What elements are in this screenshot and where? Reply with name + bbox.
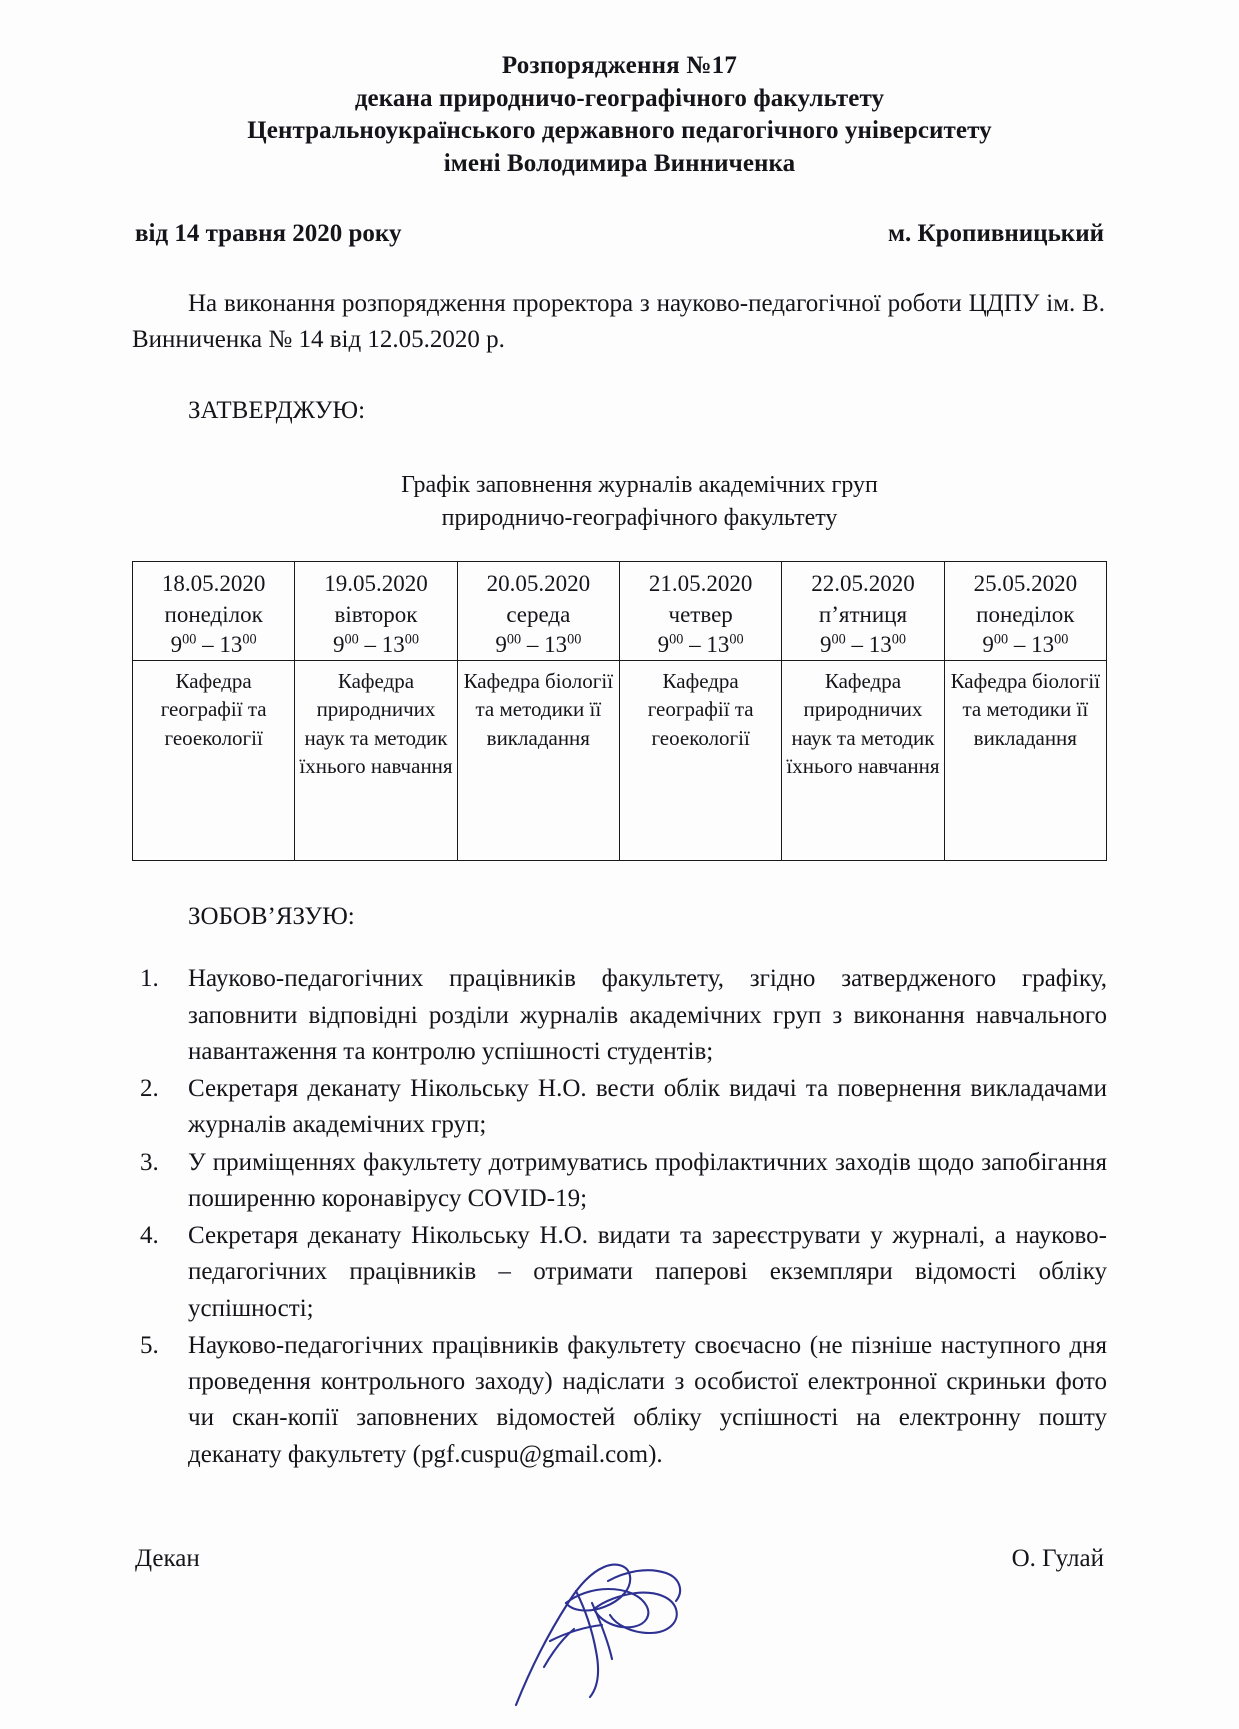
list-item-number: 5. <box>140 1331 159 1359</box>
approve-label: ЗАТВЕРДЖУЮ: <box>188 397 366 424</box>
table-header-cell <box>295 562 457 661</box>
list-item-number: 1. <box>140 965 159 993</box>
cell-date: 19.05.2020 <box>324 571 428 597</box>
document-date: від 14 травня 2020 року <box>135 220 402 247</box>
table-body-cell <box>133 661 295 861</box>
list-item-number: 3. <box>140 1148 159 1176</box>
list-item <box>132 961 1107 1070</box>
duties-list <box>132 961 1107 1473</box>
cell-day: четвер <box>668 601 733 627</box>
cell-day: понеділок <box>976 601 1075 627</box>
table-row-departments <box>133 661 1107 861</box>
cell-department: Кафедра біології та методики її викладання <box>950 669 1101 750</box>
table-header-cell <box>619 562 781 661</box>
cell-time: $9^{00} - 13^{00}$ <box>657 631 744 657</box>
cell-time: $9^{00} - 13^{00}$ <box>982 631 1069 657</box>
document-subtitle-university-name: імені Володимира Винниченка <box>443 149 796 177</box>
cell-date: 18.05.2020 <box>161 571 266 597</box>
table-row-header <box>133 562 1107 661</box>
list-item-text: У приміщеннях факультету дотримуватись профілактичних заходів щодо запобігання поширенню коронавірусу COVID-19; <box>188 1148 1107 1212</box>
table-body-cell <box>295 661 457 861</box>
cell-department: Кафедра природничих наук та методик їхнього навчання <box>299 669 453 778</box>
document-title: Розпорядження №17 <box>501 52 738 79</box>
table-header-cell <box>782 562 944 661</box>
intro-paragraph: На виконання розпорядження проректора з науково-педагогічної роботи ЦДПУ ім. В. Винниченка № 14 від 12.05.2020 р. <box>132 290 1105 353</box>
oblige-label: ЗОБОВ’ЯЗУЮ: <box>188 903 355 931</box>
signature-row <box>132 1545 1107 1573</box>
document-city: м. Кропивницький <box>887 220 1104 247</box>
table-header-cell <box>944 562 1106 661</box>
schedule-title-line-1: Графік заповнення журналів академічних груп <box>401 472 878 498</box>
cell-time: $9^{00} - 13^{00}$ <box>495 631 582 657</box>
list-item-text: Науково-педагогічних працівників факультету своєчасно (не пізніше наступного дня проведення контрольного заходу) надіслати з особистої електронної скриньки фото чи скан-копії заповнених відомостей обліку успішності на електронну пошту деканату факультету (pgf.cuspu@gmail.com). <box>188 1331 1107 1468</box>
cell-date: 20.05.2020 <box>486 571 591 597</box>
cell-date: 22.05.2020 <box>811 571 915 597</box>
cell-day: понеділок <box>164 601 263 627</box>
table-header-cell <box>457 562 619 661</box>
cell-time: $9^{00} - 13^{00}$ <box>332 631 419 657</box>
table-body-cell <box>782 661 944 861</box>
cell-time: $9^{00} - 13^{00}$ <box>170 631 257 657</box>
cell-department: Кафедра географії та геоекології <box>647 669 754 750</box>
signature-name: О. Гулай <box>1011 1544 1104 1572</box>
table-body-cell <box>457 661 619 861</box>
document-subtitle-university: Центральноукраїнського державного педагогічного університету <box>247 117 992 144</box>
list-item <box>132 1328 1107 1473</box>
list-item-text: Секретаря деканату Нікольську Н.О. вести облік видачі та повернення викладачами журналів академічних груп; <box>188 1075 1107 1139</box>
signature-role: Декан <box>135 1544 200 1572</box>
list-item-text: Секретаря деканату Нікольську Н.О. видати та зареєструвати у журналі, а науково-педагогічних працівників – отримати паперові екземпляри відомості обліку успішності; <box>188 1222 1107 1322</box>
list-item-number: 4. <box>140 1222 159 1250</box>
list-item-text: Науково-педагогічних працівників факультету, згідно затвердженого графіку, заповнити відповідні розділи журналів академічних груп з виконання навчального навантаження та контролю успішності студентів; <box>188 965 1107 1065</box>
schedule-table <box>132 561 1107 861</box>
schedule-title-line-2: природничо-географічного факультету <box>441 505 838 532</box>
cell-department: Кафедра природничих наук та методик їхнього навчання <box>786 669 940 778</box>
cell-date: 25.05.2020 <box>973 571 1078 597</box>
list-item <box>132 1071 1107 1144</box>
cell-department: Кафедра географії та геоекології <box>160 669 267 750</box>
list-item <box>132 1145 1107 1218</box>
cell-date: 21.05.2020 <box>648 571 753 597</box>
table-header-cell <box>133 562 295 661</box>
document-header <box>132 0 1107 180</box>
list-item-number: 2. <box>140 1075 159 1103</box>
cell-time: $9^{00} - 13^{00}$ <box>819 631 906 657</box>
list-item <box>132 1218 1107 1327</box>
schedule-title <box>132 469 1107 535</box>
date-city-row <box>132 220 1107 248</box>
cell-day: середа <box>506 601 571 627</box>
cell-department: Кафедра біології та методики її викладання <box>463 669 614 750</box>
table-body-cell <box>944 661 1106 861</box>
cell-day: вівторок <box>334 601 418 627</box>
table-body-cell <box>619 661 781 861</box>
document-subtitle-dean: декана природничо-географічного факультету <box>354 84 885 112</box>
cell-day: п’ятниця <box>818 601 908 627</box>
